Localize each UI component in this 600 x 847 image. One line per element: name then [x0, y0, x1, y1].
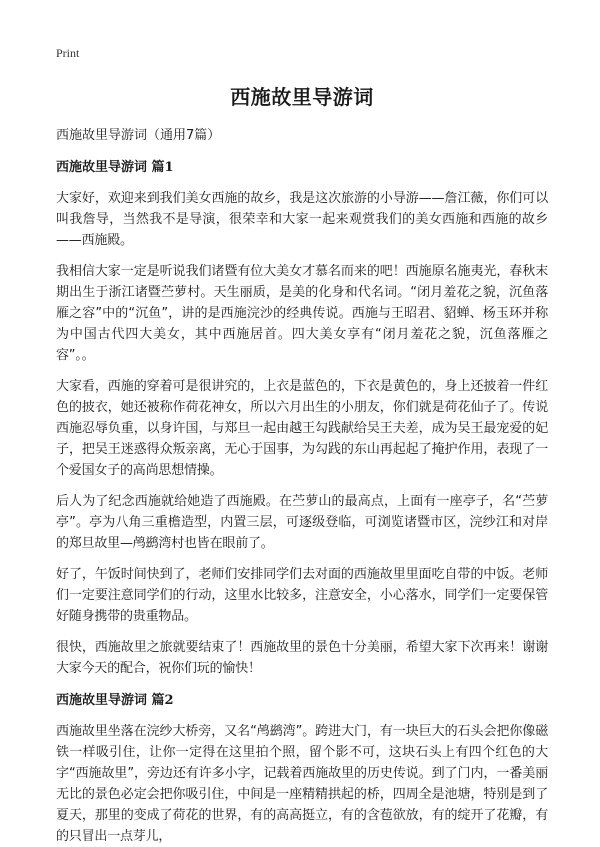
paragraph: 后人为了纪念西施就给她造了西施殿。在苎萝山的最高点，上面有一座亭子，名“苎萝亭”。亭为八角三重檐造型，内置三层，可逐级登临，可浏览诸暨市区，浣纱江和对岸的郑旦故里—鸬鹚湾村也皆在眼前了。 — [56, 494, 548, 551]
print-label[interactable]: Print — [56, 46, 80, 60]
section-1 — [56, 158, 548, 679]
section-heading: 西施故里导游词 篇2 — [56, 693, 174, 708]
document-title: 西施故里导游词 — [230, 85, 374, 109]
paragraph: 很快，西施故里之旅就要结束了！西施故里的景色十分美丽，希望大家下次再来！谢谢大家今天的配合，祝你们玩的愉快！ — [56, 640, 548, 676]
section-heading: 西施故里导游词 篇1 — [56, 160, 174, 175]
paragraph: 我相信大家一定是听说我们诸暨有位大美女才慕名而来的吧！西施原名施夷光，春秋末期出生于浙江诸暨苎萝村。天生丽质，是美的化身和代名词。“闭月羞花之貌，沉鱼落雁之容”中的“沉鱼”，讲的是西施浣沙的经典传说。西施与王昭君、貂蝉、杨玉环并称为中国古代四大美女，其中西施居首。四大美女享有“闭月羞花之貌，沉鱼落雁之容”。。 — [56, 264, 548, 363]
paragraph: 大家好，欢迎来到我们美女西施的故乡，我是这次旅游的小导游——詹江薇，你们可以叫我詹导，当然我不是导演，很荣幸和大家一起来观赏我们的美女西施和西施的故乡——西施殿。 — [56, 191, 548, 248]
paragraph: 西施故里坐落在浣纱大桥旁，又名“鸬鹚湾”。跨进大门，有一块巨大的石头会把你像磁铁一样吸引住，让你一定得在这里拍个照，留个影不可，这块石头上有四个红色的大字“西施故里”，旁边还有许多小字，记载着西施故里的历史传说。到了门内，一番美丽无比的景色必定会把你吸引住，中间是一座精精拱起的桥，四周全是池塘，特别是到了夏天，那里的变成了荷花的世界，有的高高挺立，有的含苞欲放，有的绽开了花瓣，有的只冒出一点芽儿， — [56, 724, 548, 844]
section-2 — [56, 691, 548, 847]
paragraph: 好了，午饭时间快到了，老师们安排同学们去对面的西施故里里面吃自带的中饭。老师们一定要注意同学们的行动，这里水比较多，注意安全，小心落水，同学们一定要保管好随身携带的贵重物品。 — [56, 567, 548, 624]
paragraph: 大家看，西施的穿着可是很讲究的，上衣是蓝色的，下衣是黄色的，身上还披着一件红色的披衣，她还被称作荷花神女，所以六月出生的小朋友，你们就是荷花仙子了。传说西施忍辱负重，以身许国，与郑旦一起由越王勾践献给吴王夫差，成为吴王最宠爱的妃子，把吴王迷惑得众叛亲离，无心于国事，为勾践的东山再起起了掩护作用，表现了一个爱国女子的高尚思想情操。 — [56, 379, 548, 478]
document-subtitle: 西施故里导游词（通用7篇） — [56, 128, 221, 143]
